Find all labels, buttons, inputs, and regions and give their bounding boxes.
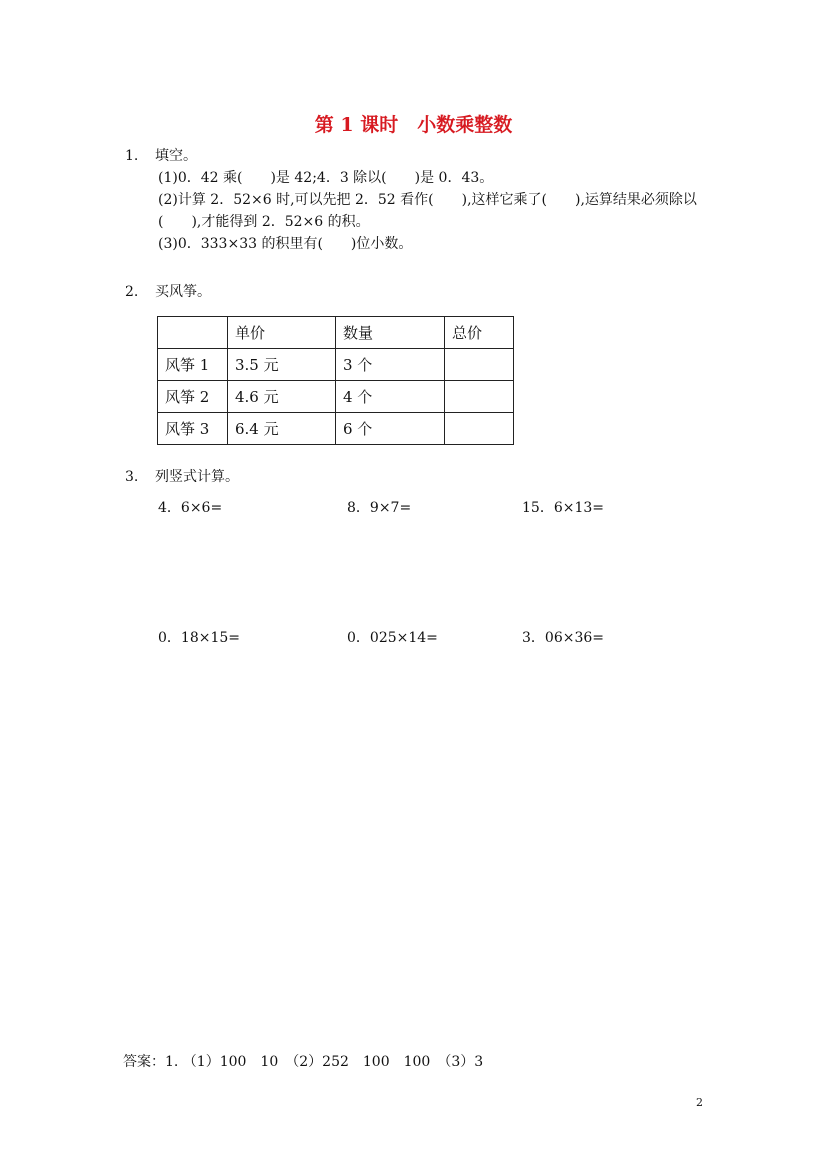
table-cell: 4 个: [336, 381, 445, 413]
answer-key: 答案：1. （1）100 10 （2）252 100 100 （3）3: [123, 1054, 484, 1070]
table-cell: 风筝 2: [158, 381, 228, 413]
table-header-cell: 单价: [228, 317, 336, 349]
table-cell: 风筝 3: [158, 413, 228, 445]
table-cell-total[interactable]: [445, 413, 514, 445]
table-header-cell: [158, 317, 228, 349]
q1-line-2: (2)计算 2．52×6 时,可以先把 2．52 看作( ),这样它乘了( ),运算结果必须除以: [158, 192, 697, 208]
q3-heading: 列竖式计算。: [155, 469, 239, 485]
calc-problem: 15．6×13=: [522, 500, 604, 516]
q2-heading: 买风筝。: [155, 284, 211, 300]
page-title: 第 1 课时 小数乘整数: [314, 114, 513, 136]
calc-problem: 8．9×7=: [347, 500, 412, 516]
calc-problem: 3．06×36=: [522, 630, 604, 646]
q3-number: 3.: [125, 469, 139, 485]
calc-problem: 0．18×15=: [158, 630, 240, 646]
table-row: [158, 413, 514, 445]
table-cell: 6 个: [336, 413, 445, 445]
table-row: [158, 381, 514, 413]
table-cell: 3 个: [336, 349, 445, 381]
q1-line-4: (3)0．333×33 的积里有( )位小数。: [158, 236, 413, 252]
table-cell: 风筝 1: [158, 349, 228, 381]
table-cell-total[interactable]: [445, 349, 514, 381]
q1-line-1: (1)0．42 乘( )是 42;4．3 除以( )是 0．43。: [158, 170, 494, 186]
kite-price-table: [157, 316, 514, 445]
table-header-cell: 数量: [336, 317, 445, 349]
table-cell: 4.6 元: [228, 381, 336, 413]
table-cell: 3.5 元: [228, 349, 336, 381]
q2-number: 2.: [125, 284, 139, 300]
calc-problem: 4．6×6=: [158, 500, 223, 516]
table-header-cell: 总价: [445, 317, 514, 349]
table-cell-total[interactable]: [445, 381, 514, 413]
page-number: 2: [696, 1096, 703, 1109]
q1-heading: 填空。: [155, 148, 197, 164]
table-row: [158, 349, 514, 381]
table-cell: 6.4 元: [228, 413, 336, 445]
q1-line-3: ( ),才能得到 2．52×6 的积。: [158, 214, 370, 230]
table-header-row: [158, 317, 514, 349]
calc-problem: 0．025×14=: [347, 630, 438, 646]
q1-number: 1.: [125, 148, 139, 164]
